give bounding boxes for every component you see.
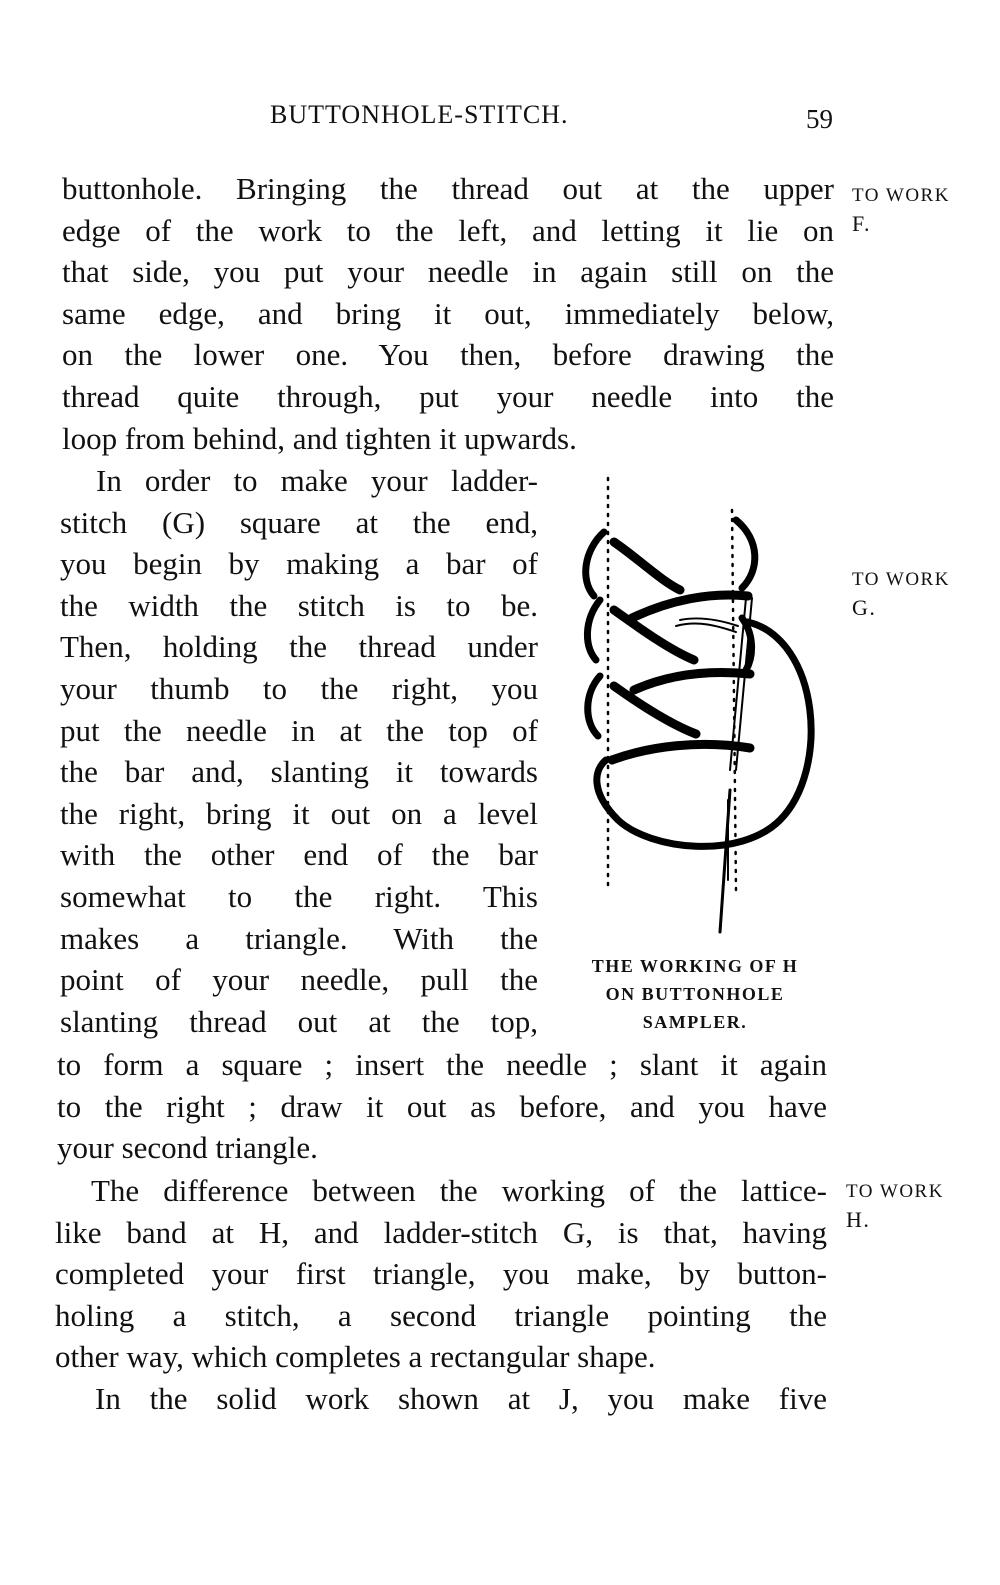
- paragraph-3: [57, 1044, 827, 1169]
- text-line: that side, you put your needle in again still on the: [62, 254, 834, 290]
- text-line: the right, bring it out on a level: [60, 795, 538, 831]
- text-line: somewhat to the right. This: [60, 878, 538, 914]
- side-note-letter: F.: [852, 211, 871, 236]
- figure-caption-line: SAMPLER.: [642, 1012, 748, 1032]
- text-line: In order to make your ladder-: [96, 463, 538, 498]
- text-line: buttonhole. Bringing the thread out at the upper: [62, 171, 834, 206]
- buttonhole-stitch-illustration: [570, 470, 830, 940]
- side-note-line: TO WORK: [852, 185, 950, 206]
- figure-caption-line: ON BUTTONHOLE: [605, 984, 785, 1004]
- paragraph-4: [55, 1170, 827, 1378]
- text-line: to the right ; draw it out as before, and you have: [57, 1088, 827, 1124]
- text-line: like band at H, and ladder-stitch G, is that, having: [55, 1214, 827, 1250]
- figure-caption-line: THE WORKING OF H: [591, 956, 799, 976]
- text-line: on the lower one. You then, before drawing the: [62, 337, 834, 373]
- paragraph-1: [62, 168, 834, 459]
- text-line: to form a square ; insert the needle ; slant it again: [57, 1047, 827, 1082]
- side-note-g: [852, 566, 950, 622]
- text-line: The difference between the working of the lattice-: [91, 1173, 827, 1208]
- text-line: holing a stitch, a second triangle pointing the: [55, 1297, 827, 1333]
- paragraph-5: [55, 1378, 827, 1420]
- text-line: point of your needle, pull the: [60, 962, 538, 998]
- side-note-h: [846, 1178, 944, 1234]
- page-number: 59: [806, 104, 833, 134]
- text-line: with the other end of the bar: [60, 837, 538, 873]
- text-line: put the needle in at the top of: [60, 712, 538, 748]
- text-line: makes a triangle. With the: [60, 920, 538, 956]
- text-line: slanting thread out at the top,: [60, 1003, 538, 1039]
- text-line: same edge, and bring it out, immediately below,: [62, 295, 834, 331]
- side-note-line: TO WORK: [846, 1181, 944, 1202]
- text-line: loop from behind, and tighten it upwards.: [62, 420, 577, 456]
- text-line: the bar and, slanting it towards: [60, 754, 538, 790]
- text-line: the width the stitch is to be.: [60, 587, 538, 623]
- text-line: In the solid work shown at J, you make five: [95, 1381, 827, 1416]
- side-note-line: TO WORK: [852, 569, 950, 590]
- side-note-letter: H.: [846, 1207, 871, 1232]
- side-note-f: [852, 182, 950, 238]
- text-line: you begin by making a bar of: [60, 546, 538, 582]
- paragraph-2: [60, 460, 538, 1042]
- text-line: your thumb to the right, you: [60, 670, 538, 706]
- side-note-letter: G.: [852, 595, 877, 620]
- figure-caption: [545, 952, 845, 1036]
- text-line: thread quite through, put your needle into the: [62, 378, 834, 414]
- text-line: your second triangle.: [57, 1130, 318, 1166]
- text-line: Then, holding the thread under: [60, 629, 538, 665]
- running-header: BUTTONHOLE-STITCH.: [270, 100, 569, 129]
- text-line: edge of the work to the left, and letting it lie on: [62, 212, 834, 248]
- text-line: completed your first triangle, you make, by button-: [55, 1256, 827, 1292]
- text-line: stitch (G) square at the end,: [60, 504, 538, 540]
- text-line: other way, which completes a rectangular shape.: [55, 1339, 656, 1375]
